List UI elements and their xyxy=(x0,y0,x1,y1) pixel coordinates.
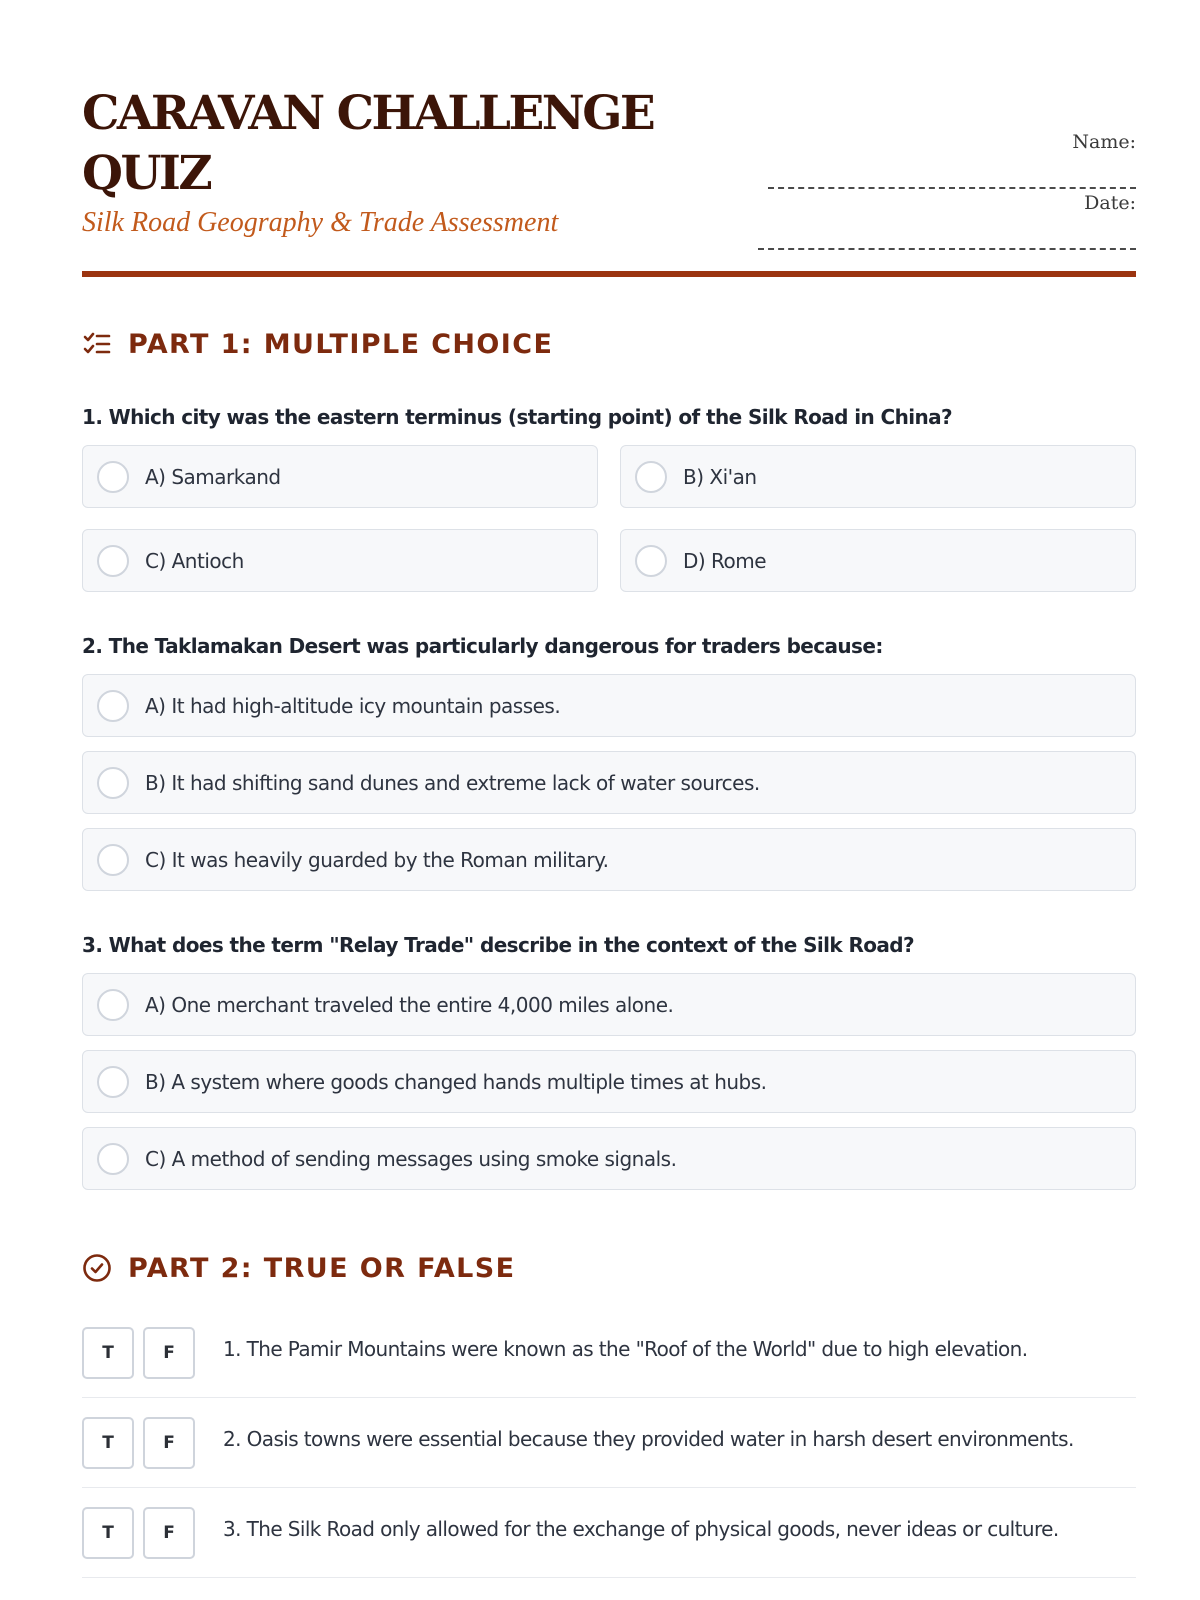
header-divider xyxy=(82,271,1136,277)
radio-button[interactable] xyxy=(97,767,129,799)
q1-option-c[interactable] xyxy=(82,529,598,592)
true-box[interactable]: T xyxy=(82,1417,134,1469)
q3-option-b[interactable] xyxy=(82,1050,1136,1113)
option-label: A) One merchant traveled the entire 4,000 miles alone. xyxy=(145,992,674,1017)
question-3-options xyxy=(82,973,1136,1190)
radio-button[interactable] xyxy=(97,1066,129,1098)
tf-statement: 3. The Silk Road only allowed for the exchange of physical goods, never ideas or culture. xyxy=(223,1516,1059,1541)
tf-statement-row xyxy=(82,1308,1136,1398)
false-box[interactable]: F xyxy=(143,1507,195,1559)
radio-button[interactable] xyxy=(97,844,129,876)
radio-button[interactable] xyxy=(97,989,129,1021)
q2-option-b[interactable] xyxy=(82,751,1136,814)
option-label: C) A method of sending messages using smoke signals. xyxy=(145,1146,677,1171)
radio-button[interactable] xyxy=(97,1143,129,1175)
part2-heading xyxy=(82,1248,1136,1288)
name-label: Name: xyxy=(1072,131,1136,153)
part1-title: PART 1: MULTIPLE CHOICE xyxy=(128,328,554,360)
option-label: B) It had shifting sand dunes and extreme lack of water sources. xyxy=(145,770,760,795)
check-circle-icon xyxy=(82,1253,112,1283)
radio-button[interactable] xyxy=(635,545,667,577)
false-box[interactable]: F xyxy=(143,1417,195,1469)
part1-heading xyxy=(82,324,1136,364)
option-label: B) Xi'an xyxy=(683,464,757,489)
tf-statement-row xyxy=(82,1398,1136,1488)
option-label: B) A system where goods changed hands multiple times at hubs. xyxy=(145,1069,767,1094)
radio-button[interactable] xyxy=(97,545,129,577)
option-label: D) Rome xyxy=(683,548,767,573)
question-2: 2. The Taklamakan Desert was particularly dangerous for traders because: xyxy=(82,634,883,658)
quiz-page xyxy=(82,0,1136,1578)
tf-statement-row xyxy=(82,1488,1136,1578)
quiz-title: CARAVAN CHALLENGE QUIZ xyxy=(82,86,654,201)
true-box[interactable]: T xyxy=(82,1507,134,1559)
q1-option-a[interactable] xyxy=(82,445,598,508)
q1-option-b[interactable] xyxy=(620,445,1136,508)
date-label: Date: xyxy=(1084,192,1136,214)
quiz-subtitle: Silk Road Geography & Trade Assessment xyxy=(82,207,559,238)
question-1-options xyxy=(82,445,1136,592)
q2-option-c[interactable] xyxy=(82,828,1136,891)
name-field[interactable] xyxy=(768,156,1136,189)
date-field[interactable] xyxy=(758,217,1136,250)
q1-option-d[interactable] xyxy=(620,529,1136,592)
option-label: C) Antioch xyxy=(145,548,244,573)
question-3: 3. What does the term "Relay Trade" describe in the context of the Silk Road? xyxy=(82,933,915,957)
q3-option-c[interactable] xyxy=(82,1127,1136,1190)
question-2-options xyxy=(82,674,1136,891)
radio-button[interactable] xyxy=(97,690,129,722)
false-box[interactable]: F xyxy=(143,1327,195,1379)
true-box[interactable]: T xyxy=(82,1327,134,1379)
option-label: A) Samarkand xyxy=(145,464,281,489)
option-label: A) It had high-altitude icy mountain passes. xyxy=(145,693,561,718)
true-false-list xyxy=(82,1308,1136,1578)
tf-statement: 2. Oasis towns were essential because they provided water in harsh desert environments. xyxy=(223,1426,1074,1451)
tf-statement: 1. The Pamir Mountains were known as the "Roof of the World" due to high elevation. xyxy=(223,1336,1028,1361)
student-fields xyxy=(756,128,1136,250)
question-1: 1. Which city was the eastern terminus (starting point) of the Silk Road in China? xyxy=(82,405,953,429)
q3-option-a[interactable] xyxy=(82,973,1136,1036)
q2-option-a[interactable] xyxy=(82,674,1136,737)
checklist-icon xyxy=(82,329,112,359)
radio-button[interactable] xyxy=(635,461,667,493)
part2-title: PART 2: TRUE OR FALSE xyxy=(128,1252,516,1284)
quiz-header xyxy=(82,0,1136,282)
radio-button[interactable] xyxy=(97,461,129,493)
option-label: C) It was heavily guarded by the Roman military. xyxy=(145,847,609,872)
